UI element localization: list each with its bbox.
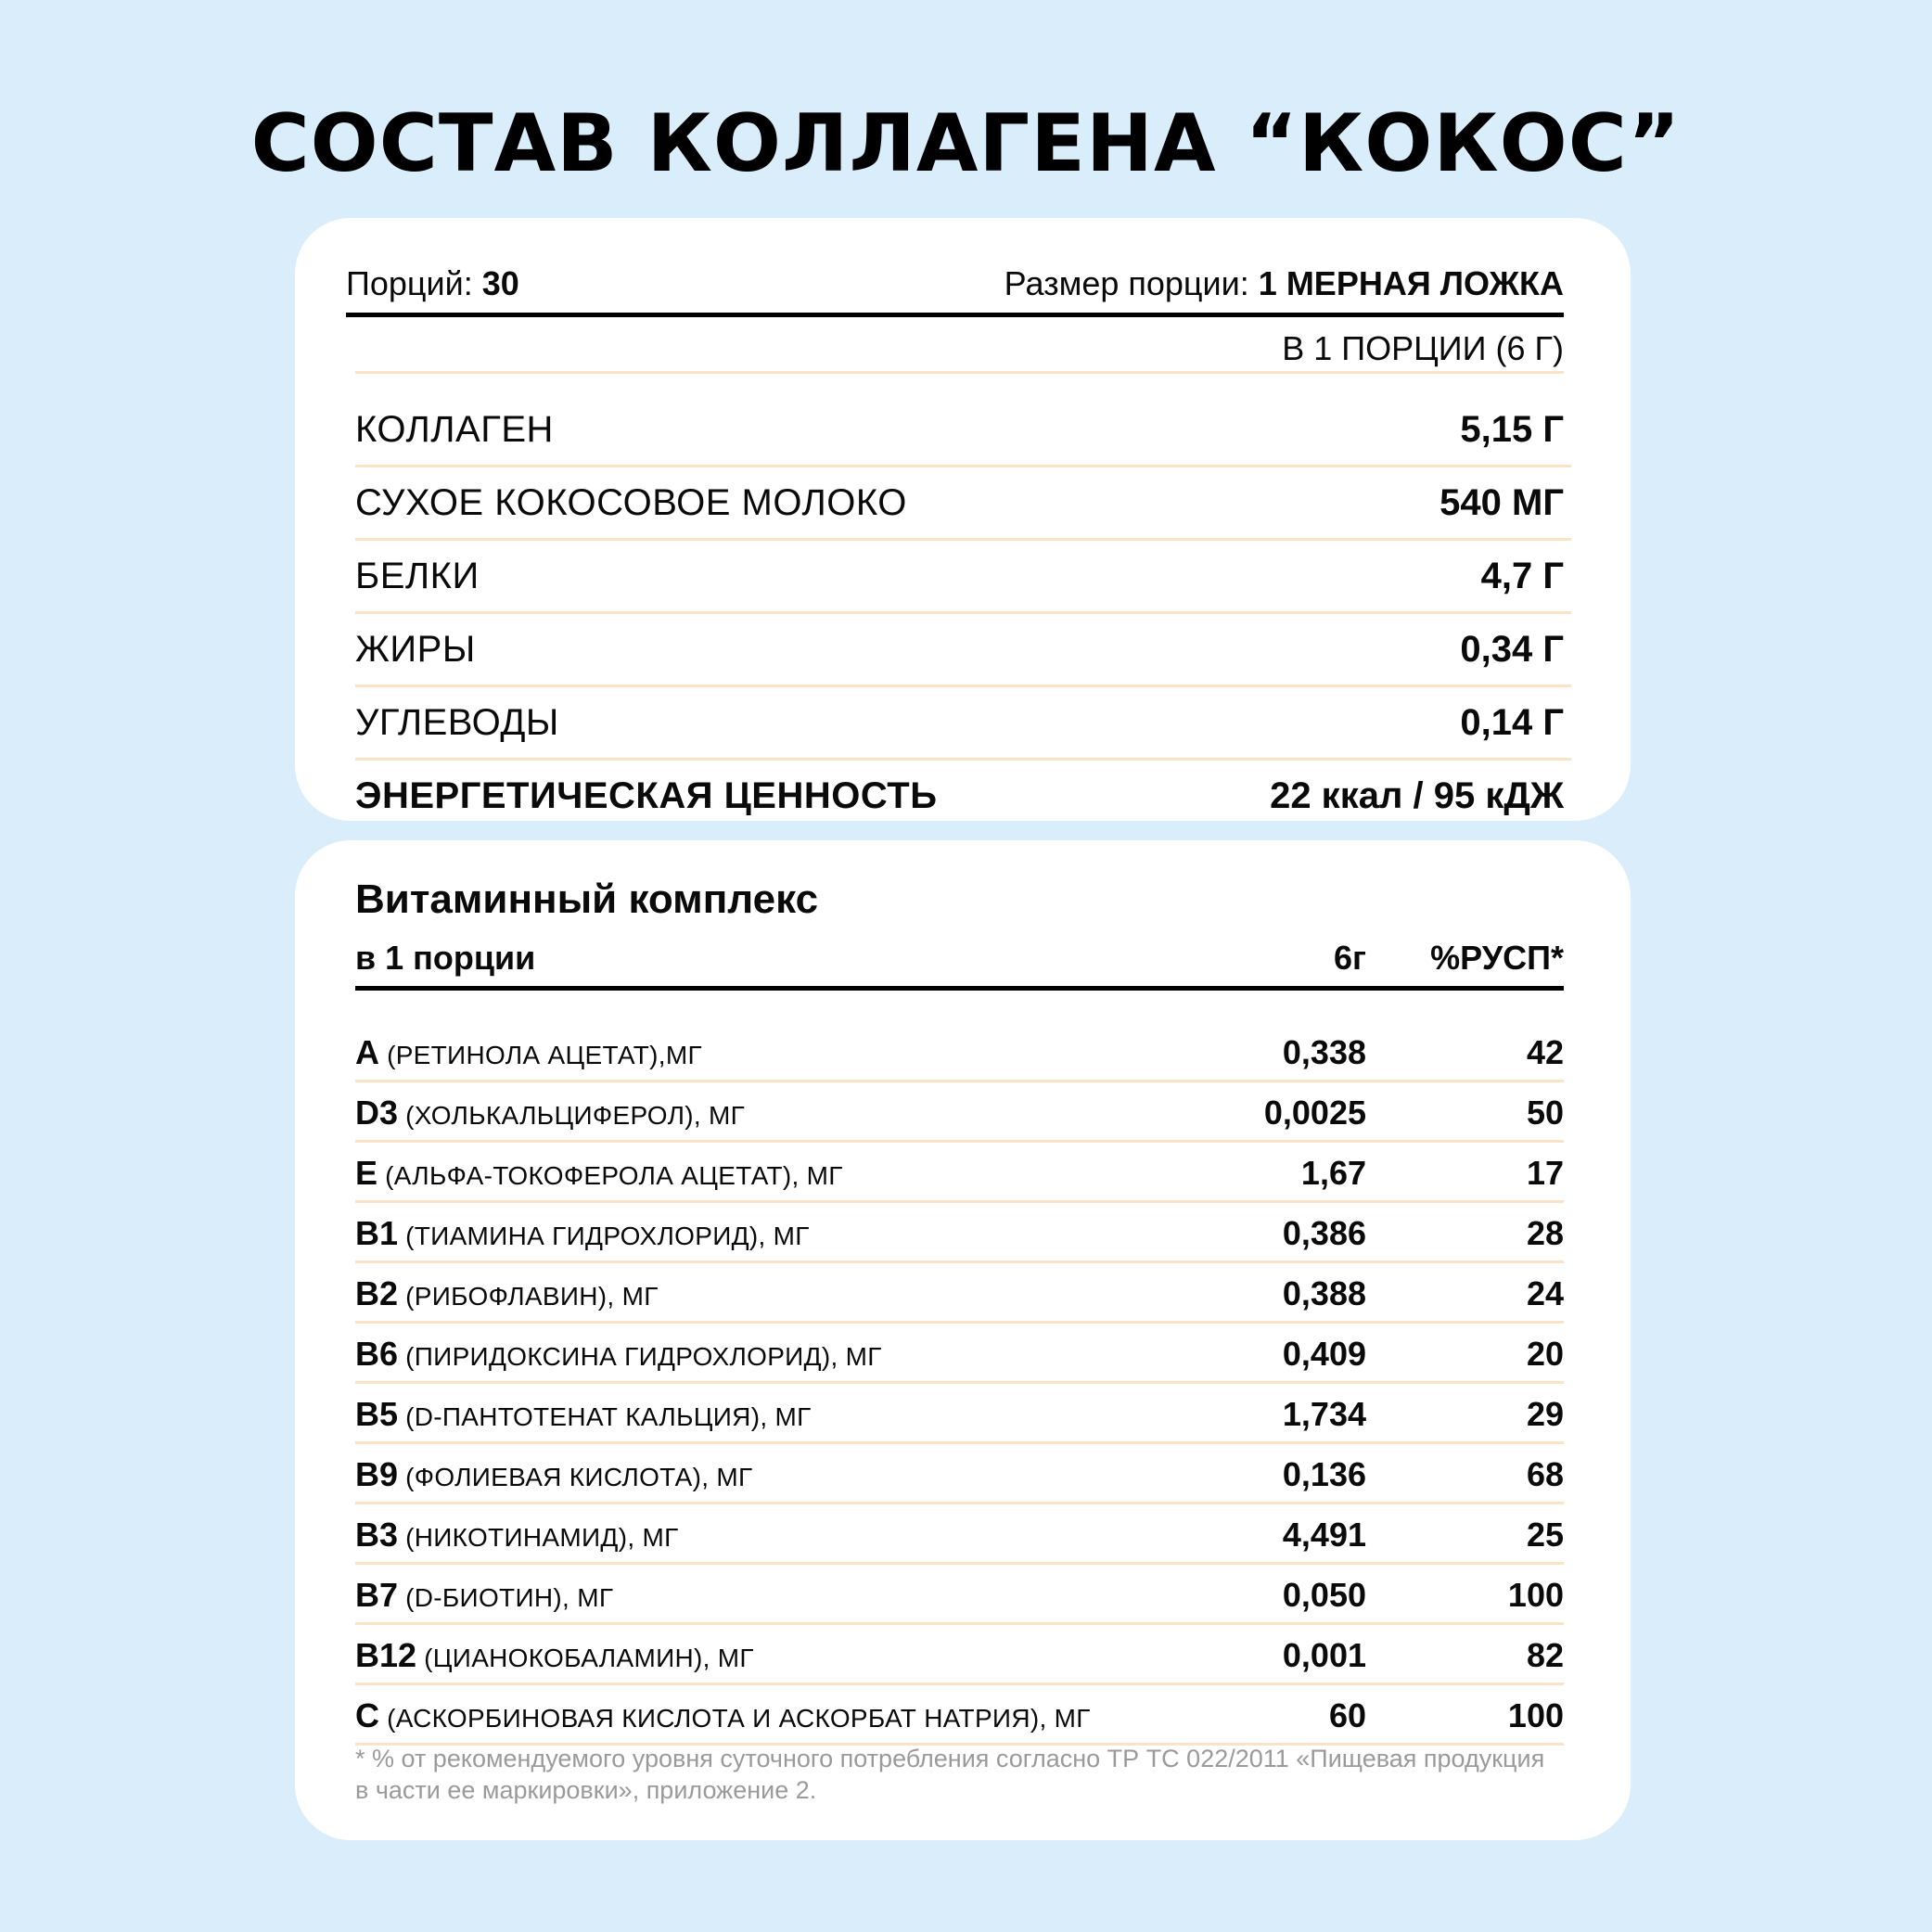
vitamin-amount: 60 bbox=[1328, 1696, 1366, 1734]
vitamin-rows bbox=[355, 1022, 1564, 1746]
vitamin-row bbox=[355, 1263, 1564, 1324]
vitamin-name bbox=[355, 1576, 613, 1615]
vitamin-name bbox=[355, 1214, 810, 1253]
nutrient-label: ЖИРЫ bbox=[355, 628, 476, 670]
vitamin-row bbox=[355, 1203, 1564, 1263]
vitamin-desc: (РИБОФЛАВИН), МГ bbox=[398, 1282, 659, 1311]
vitamin-percent: 17 bbox=[1526, 1154, 1564, 1192]
vitamin-name bbox=[355, 1154, 843, 1193]
vitamin-row bbox=[355, 1444, 1564, 1504]
nutrient-label: БЕЛКИ bbox=[355, 555, 480, 596]
vitamin-card bbox=[295, 840, 1631, 1840]
nutrition-row bbox=[355, 614, 1571, 687]
header-amount: 6г bbox=[1333, 939, 1366, 977]
nutrient-value: 540 МГ bbox=[1439, 481, 1564, 523]
vitamin-amount: 1,67 bbox=[1300, 1154, 1366, 1192]
nutrient-value: 5,15 Г bbox=[1460, 408, 1564, 450]
vitamin-code: B2 bbox=[355, 1274, 399, 1312]
vitamin-code: B6 bbox=[355, 1335, 399, 1373]
vitamin-code: E bbox=[355, 1154, 378, 1192]
vitamin-desc: (НИКОТИНАМИД), МГ bbox=[398, 1523, 679, 1552]
vitamin-name bbox=[355, 1516, 679, 1555]
vitamin-amount: 1,734 bbox=[1282, 1395, 1366, 1433]
vitamin-percent: 82 bbox=[1526, 1636, 1564, 1674]
vitamin-desc: (АЛЬФА-ТОКОФЕРОЛА АЦЕТАТ), МГ bbox=[377, 1161, 843, 1190]
serving-size-value: 1 МЕРНАЯ ЛОЖКА bbox=[1258, 264, 1564, 302]
vitamin-code: A bbox=[355, 1033, 379, 1071]
nutrient-label: ЭНЕРГЕТИЧЕСКАЯ ЦЕННОСТЬ bbox=[355, 774, 938, 816]
vitamin-name bbox=[355, 1033, 702, 1072]
vitamin-percent: 68 bbox=[1526, 1455, 1564, 1493]
divider bbox=[355, 371, 1564, 374]
vitamin-row bbox=[355, 1022, 1564, 1082]
vitamin-code: B5 bbox=[355, 1395, 399, 1433]
vitamin-percent: 100 bbox=[1507, 1576, 1564, 1614]
nutrient-value: 0,34 Г bbox=[1460, 628, 1564, 670]
vitamin-percent: 28 bbox=[1526, 1214, 1564, 1252]
vitamin-desc: (АСКОРБИНОВАЯ КИСЛОТА И АСКОРБАТ НАТРИЯ), МГ bbox=[379, 1704, 1091, 1733]
nutrition-row bbox=[355, 467, 1571, 541]
vitamin-desc: (D-БИОТИН), МГ bbox=[398, 1583, 614, 1612]
vitamin-code: C bbox=[355, 1696, 379, 1734]
nutrient-value: 22 ккал / 95 кДЖ bbox=[1270, 774, 1564, 816]
vitamin-percent: 50 bbox=[1526, 1094, 1564, 1132]
nutrient-label: УГЛЕВОДЫ bbox=[355, 701, 559, 743]
nutrient-value: 4,7 Г bbox=[1480, 555, 1564, 596]
vitamin-desc: (РЕТИНОЛА АЦЕТАТ),МГ bbox=[379, 1041, 702, 1069]
servings-value: 30 bbox=[481, 264, 519, 302]
vitamin-amount: 0,001 bbox=[1282, 1636, 1366, 1674]
vitamin-code: B7 bbox=[355, 1576, 399, 1614]
vitamin-row bbox=[355, 1565, 1564, 1625]
vitamin-row bbox=[355, 1685, 1564, 1746]
vitamin-percent: 29 bbox=[1526, 1395, 1564, 1433]
vitamin-name bbox=[355, 1274, 659, 1313]
per-serving-header: В 1 ПОРЦИИ (6 Г) bbox=[1282, 329, 1564, 367]
header-rule bbox=[346, 313, 1564, 317]
vitamin-desc: (ТИАМИНА ГИДРОХЛОРИД), МГ bbox=[398, 1222, 810, 1250]
servings-count bbox=[346, 262, 519, 305]
vitamin-amount: 0,050 bbox=[1282, 1576, 1366, 1614]
vitamin-percent: 20 bbox=[1526, 1335, 1564, 1373]
vitamin-amount: 0,409 bbox=[1282, 1335, 1366, 1373]
servings-header bbox=[346, 262, 1564, 305]
serving-size bbox=[1004, 262, 1564, 305]
nutrition-rows bbox=[355, 394, 1571, 831]
vitamin-name bbox=[355, 1094, 745, 1132]
nutrient-value: 0,14 Г bbox=[1460, 701, 1564, 743]
vitamin-desc: (ПИРИДОКСИНА ГИДРОХЛОРИД), МГ bbox=[398, 1342, 882, 1371]
footnote: * % от рекомендуемого уровня суточного потребления согласно ТР ТС 022/2011 «Пищевая продукция в части ее маркировки», приложение 2. bbox=[355, 1745, 1545, 1804]
vitamin-desc: (D-ПАНТОТЕНАТ КАЛЬЦИЯ), МГ bbox=[398, 1402, 812, 1431]
vitamin-name bbox=[355, 1395, 812, 1434]
vitamin-desc: (ЦИАНОКОБАЛАМИН), МГ bbox=[416, 1644, 754, 1672]
vitamin-percent: 25 bbox=[1526, 1516, 1564, 1554]
vitamin-amount: 0,136 bbox=[1282, 1455, 1366, 1493]
vitamin-row bbox=[355, 1384, 1564, 1444]
vitamin-code: B1 bbox=[355, 1214, 399, 1252]
vitamin-code: D3 bbox=[355, 1094, 399, 1132]
header-rule bbox=[355, 986, 1564, 991]
vitamin-desc: (ХОЛЬКАЛЬЦИФЕРОЛ), МГ bbox=[398, 1101, 746, 1130]
vitamin-percent: 42 bbox=[1526, 1033, 1564, 1071]
servings-label: Порций: bbox=[346, 264, 473, 302]
vitamin-amount: 0,338 bbox=[1282, 1033, 1366, 1071]
vitamin-code: B12 bbox=[355, 1636, 417, 1674]
header-label: в 1 порции bbox=[355, 939, 536, 977]
vitamin-row bbox=[355, 1504, 1564, 1565]
vitamin-amount: 4,491 bbox=[1282, 1516, 1366, 1554]
vitamin-percent: 100 bbox=[1507, 1696, 1564, 1734]
vitamin-table-header bbox=[355, 935, 1564, 981]
vitamin-row bbox=[355, 1082, 1564, 1143]
vitamin-name bbox=[355, 1455, 752, 1494]
vitamin-name bbox=[355, 1636, 754, 1675]
vitamin-row bbox=[355, 1324, 1564, 1384]
nutrition-row bbox=[355, 541, 1571, 614]
vitamin-amount: 0,386 bbox=[1282, 1214, 1366, 1252]
vitamin-row bbox=[355, 1625, 1564, 1685]
vitamin-row bbox=[355, 1143, 1564, 1203]
nutrient-label: КОЛЛАГЕН bbox=[355, 408, 554, 450]
vitamin-amount: 0,0025 bbox=[1263, 1094, 1366, 1132]
vitamin-percent: 24 bbox=[1526, 1274, 1564, 1312]
vitamin-code: B3 bbox=[355, 1516, 399, 1554]
vitamin-title: Витаминный комплекс bbox=[355, 876, 819, 922]
header-percent: %РУСП* bbox=[1430, 939, 1564, 977]
serving-size-label: Размер порции: bbox=[1004, 264, 1249, 302]
nutrition-card bbox=[295, 218, 1631, 821]
vitamin-amount: 0,388 bbox=[1282, 1274, 1366, 1312]
vitamin-name bbox=[355, 1696, 1091, 1735]
nutrient-label: СУХОЕ КОКОСОВОЕ МОЛОКО bbox=[355, 481, 907, 523]
page-title: СОСТАВ КОЛЛАГЕНА “КОКОС” bbox=[250, 97, 1682, 190]
nutrition-row bbox=[355, 687, 1571, 761]
energy-row bbox=[355, 761, 1571, 831]
vitamin-desc: (ФОЛИЕВАЯ КИСЛОТА), МГ bbox=[398, 1463, 753, 1491]
nutrition-row bbox=[355, 394, 1571, 467]
vitamin-name bbox=[355, 1335, 882, 1374]
vitamin-code: B9 bbox=[355, 1455, 399, 1493]
